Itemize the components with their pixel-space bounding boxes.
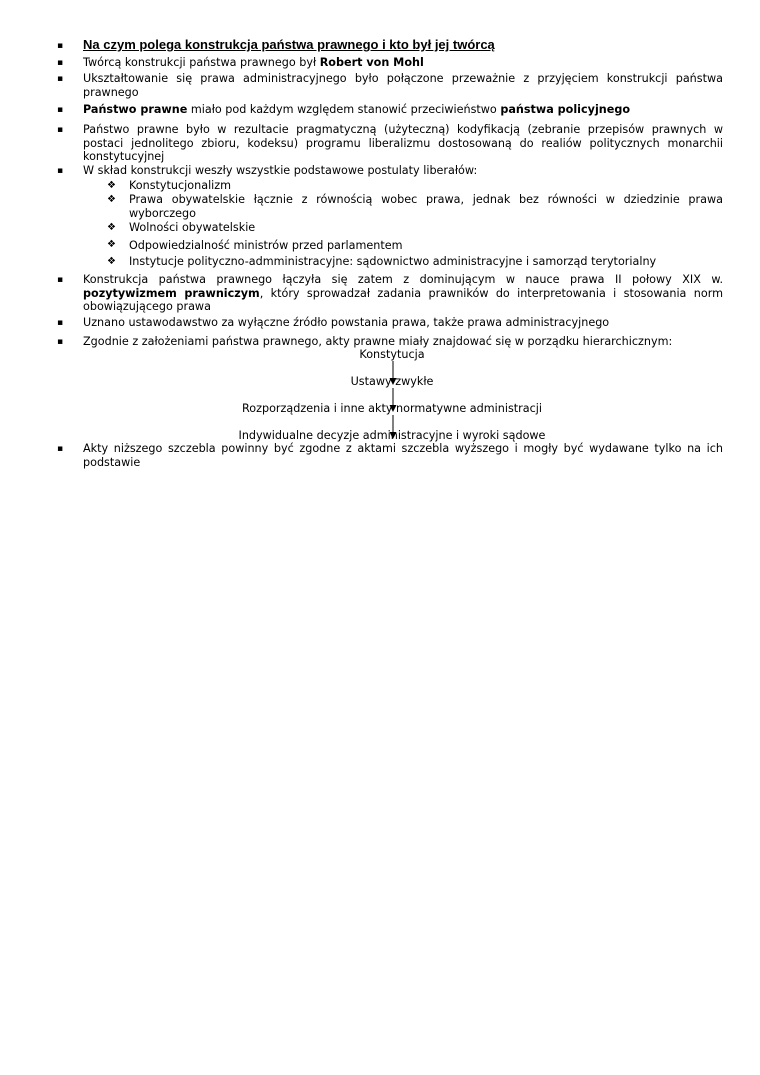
diamond-bullet-icon: ❖ xyxy=(107,222,116,233)
sub-list-item: Odpowiedzialność ministrów przed parlamentem xyxy=(129,239,403,252)
sub-list-item: Instytucje polityczno-admministracyjne: sądownictwo administracyjne i samorząd terytorialny xyxy=(129,255,657,268)
hierarchy-level-2: Ustawy zwykłe xyxy=(350,375,434,388)
bullet: ▪ xyxy=(57,337,64,347)
diamond-bullet-icon: ❖ xyxy=(107,256,116,267)
bullet: ▪ xyxy=(57,166,64,176)
bullet: ▪ xyxy=(57,275,64,285)
bullet: ▪ xyxy=(57,58,64,68)
sub-list-item: Wolności obywatelskie xyxy=(129,221,256,234)
paragraph: Ukształtowanie się prawa administracyjnego było połączone przeważnie z przyjęciem konstrukcji państwa prawnego xyxy=(83,72,723,99)
bullet: ▪ xyxy=(57,105,64,115)
paragraph: Konstrukcja państwa prawnego łączyła się zatem z dominującym w nauce prawa II połowy XIX w. pozytywizmem prawniczym, który sprowadzał zadania prawników do interpretowania i stosowania norm obowiązującego prawa xyxy=(83,273,723,313)
diamond-bullet-icon: ❖ xyxy=(107,180,116,191)
bullet: ▪ xyxy=(57,74,64,84)
paragraph-author: Twórcą konstrukcji państwa prawnego był Robert von Mohl xyxy=(83,56,424,69)
paragraph: Państwo prawne było w rezultacie pragmatyczną (użyteczną) kodyfikacją (zebranie przepisów prawnych w postaci jednolitego zbioru, kodeksu) programu liberalizmu dostosowaną do realiów politycznych monarchii konstytucyjnej xyxy=(83,123,723,163)
hierarchy-level-4: Indywidualne decyzje administracyjne i wyroki sądowe xyxy=(238,429,546,442)
paragraph: Uznano ustawodawstwo za wyłączne źródło powstania prawa, także prawa administracyjnego xyxy=(83,316,610,329)
paragraph: Zgodnie z założeniami państwa prawnego, akty prawne miały znajdować się w porządku hierarchicznym: xyxy=(83,335,673,348)
hierarchy-level-3: Rozporządzenia i inne akty normatywne administracji xyxy=(242,402,542,415)
paragraph: Akty niższego szczebla powinny być zgodne z aktami szczebla wyższego i mogły być wydawane tylko na ich podstawie xyxy=(83,442,723,469)
bullet: ▪ xyxy=(57,444,64,454)
paragraph: W skład konstrukcji weszły wszystkie podstawowe postulaty liberałów: xyxy=(83,164,478,177)
paragraph: Państwo prawne miało pod każdym względem stanowić przeciwieństwo państwa policyjnego xyxy=(83,103,631,116)
sub-list-item: Prawa obywatelskie łącznie z równością wobec prawa, jednak bez równości w dziedzinie prawa wyborczego xyxy=(129,193,723,220)
bullet: ▪ xyxy=(57,125,64,135)
sub-list-item: Konstytucjonalizm xyxy=(129,179,232,192)
diamond-bullet-icon: ❖ xyxy=(107,194,116,205)
hierarchy-level-1: Konstytucja xyxy=(359,348,425,361)
diamond-bullet-icon: ❖ xyxy=(107,239,116,250)
heading: Na czym polega konstrukcja państwa prawnego i kto był jej twórcą xyxy=(83,37,495,52)
bullet: ▪ xyxy=(57,41,64,51)
bullet: ▪ xyxy=(57,318,64,328)
